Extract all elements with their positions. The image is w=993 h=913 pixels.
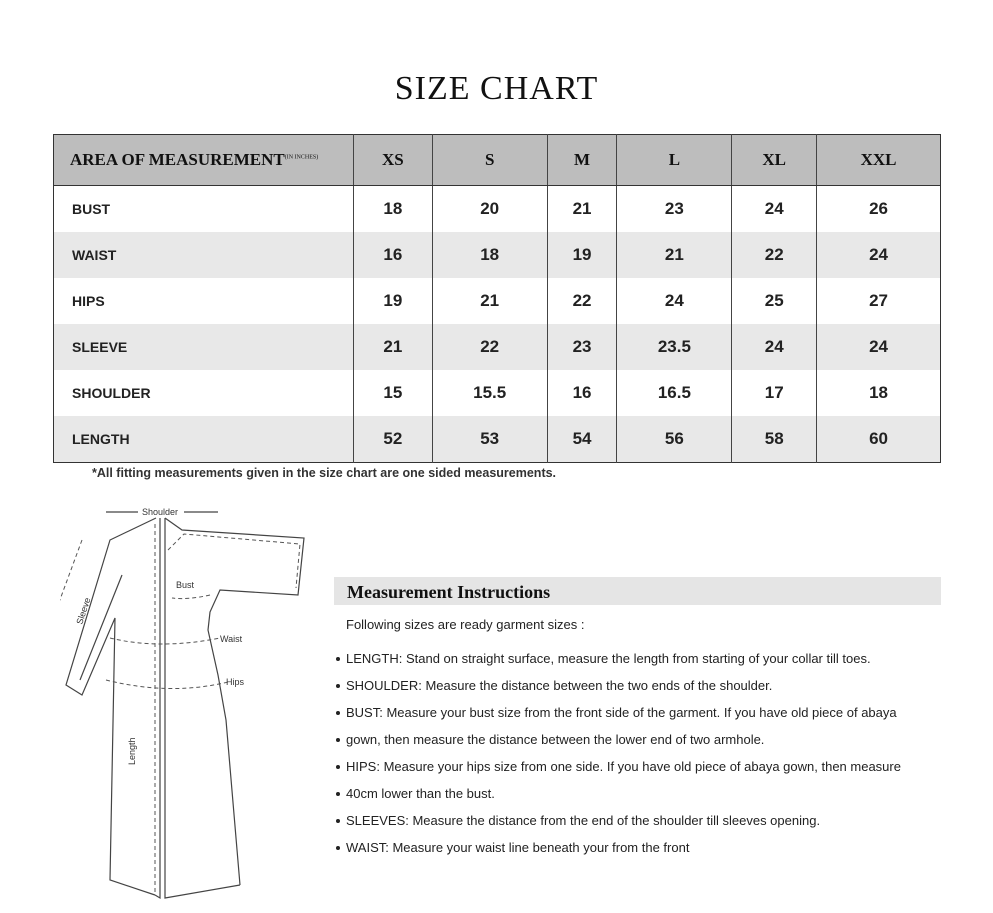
bust-dashed-line <box>172 595 210 599</box>
table-row <box>54 324 941 370</box>
front-opening-right <box>165 518 240 898</box>
bust-label: Bust <box>176 580 195 590</box>
page-title: SIZE CHART <box>394 70 599 107</box>
row-label: SLEEVE <box>54 324 354 370</box>
table-cell: 16 <box>354 232 433 278</box>
table-cell: 56 <box>617 416 732 463</box>
hips-dashed-line <box>106 680 228 689</box>
table-cell: 22 <box>732 232 817 278</box>
list-item: gown, then measure the distance between the lower end of two armhole. <box>334 726 941 753</box>
fitting-note: *All fitting measurements given in the size chart are one sided measurements. <box>92 466 557 480</box>
list-item: SLEEVES: Measure the distance from the end of the shoulder till sleeves opening. <box>334 807 941 834</box>
row-label: WAIST <box>54 232 354 278</box>
instructions-list <box>334 645 941 861</box>
table-cell: 16 <box>547 370 617 416</box>
unit-note: (IN INCHES) <box>284 154 319 161</box>
table-cell: 17 <box>732 370 817 416</box>
list-item: HIPS: Measure your hips size from one side. If you have old piece of abaya gown, then measure <box>334 753 941 780</box>
row-label: SHOULDER <box>72 385 151 401</box>
sleeve-inner-line <box>80 575 122 680</box>
list-item: LENGTH: Stand on straight surface, measure the length from starting of your collar till toes. <box>334 645 941 672</box>
table-cell: 19 <box>354 278 433 324</box>
table-cell: 52 <box>354 416 433 463</box>
table-cell: 24 <box>732 186 817 233</box>
shoulder-label: Shoulder <box>142 507 179 517</box>
table-cell: 20 <box>432 186 547 233</box>
hips-label: Hips <box>226 677 245 687</box>
table-row <box>54 186 941 233</box>
table-cell: 21 <box>432 278 547 324</box>
table-cell: 15.5 <box>432 370 547 416</box>
table-cell: 24 <box>732 324 817 370</box>
table-cell: 22 <box>547 278 617 324</box>
list-item: 40cm lower than the bust. <box>334 780 941 807</box>
front-opening-left <box>155 518 160 898</box>
instructions-intro: Following sizes are ready garment sizes : <box>346 617 585 632</box>
table-cell: 23.5 <box>617 324 732 370</box>
table-cell: 60 <box>817 416 941 463</box>
size-header: XXL <box>817 135 941 186</box>
table-cell: 27 <box>817 278 941 324</box>
table-cell: 54 <box>547 416 617 463</box>
table-cell: 18 <box>817 370 941 416</box>
table-cell: 25 <box>732 278 817 324</box>
measurement-instructions <box>334 577 941 861</box>
table-cell: 24 <box>817 232 941 278</box>
table-cell: 23 <box>617 186 732 233</box>
table-cell: 18 <box>354 186 433 233</box>
garment-diagram <box>60 500 320 905</box>
row-label: BUST <box>72 201 111 217</box>
table-cell: 22 <box>432 324 547 370</box>
row-label: HIPS <box>72 293 105 309</box>
sleeve-label: Sleeve <box>74 596 93 626</box>
size-header: XL <box>732 135 817 186</box>
table-cell: 21 <box>354 324 433 370</box>
table-row <box>54 416 941 463</box>
table-cell: 23 <box>547 324 617 370</box>
table-cell: 24 <box>617 278 732 324</box>
table-cell: 53 <box>432 416 547 463</box>
garment-outline-left <box>66 518 156 895</box>
size-header: L <box>617 135 732 186</box>
table-cell: 19 <box>547 232 617 278</box>
table-cell: 58 <box>732 416 817 463</box>
table-cell: 18 <box>432 232 547 278</box>
table-cell: 15 <box>354 370 433 416</box>
instructions-heading: Measurement Instructions <box>334 577 941 605</box>
size-header: S <box>432 135 547 186</box>
length-label: Length <box>127 737 137 765</box>
size-header: XS <box>354 135 433 186</box>
size-chart-table <box>53 134 941 463</box>
waist-label: Waist <box>220 634 243 644</box>
size-header: M <box>547 135 617 186</box>
table-cell: 21 <box>617 232 732 278</box>
table-cell: 24 <box>817 324 941 370</box>
sleeve-measure-line <box>60 540 82 605</box>
table-row <box>54 370 941 416</box>
table-row <box>54 232 941 278</box>
row-label: LENGTH <box>54 416 354 463</box>
list-item: SHOULDER: Measure the distance between the two ends of the shoulder. <box>334 672 941 699</box>
table-cell: 16.5 <box>617 370 732 416</box>
table-row <box>54 278 941 324</box>
list-item: BUST: Measure your bust size from the front side of the garment. If you have old piece of abaya <box>334 699 941 726</box>
area-header: AREA OF $MEASUREMENT^{(IN INCHES)}$ <box>54 135 354 186</box>
table-header-row <box>54 135 941 186</box>
table-cell: 26 <box>817 186 941 233</box>
table-cell: 21 <box>547 186 617 233</box>
garment-outline-right <box>165 518 304 885</box>
list-item: WAIST: Measure your waist line beneath your from the front <box>334 834 941 861</box>
